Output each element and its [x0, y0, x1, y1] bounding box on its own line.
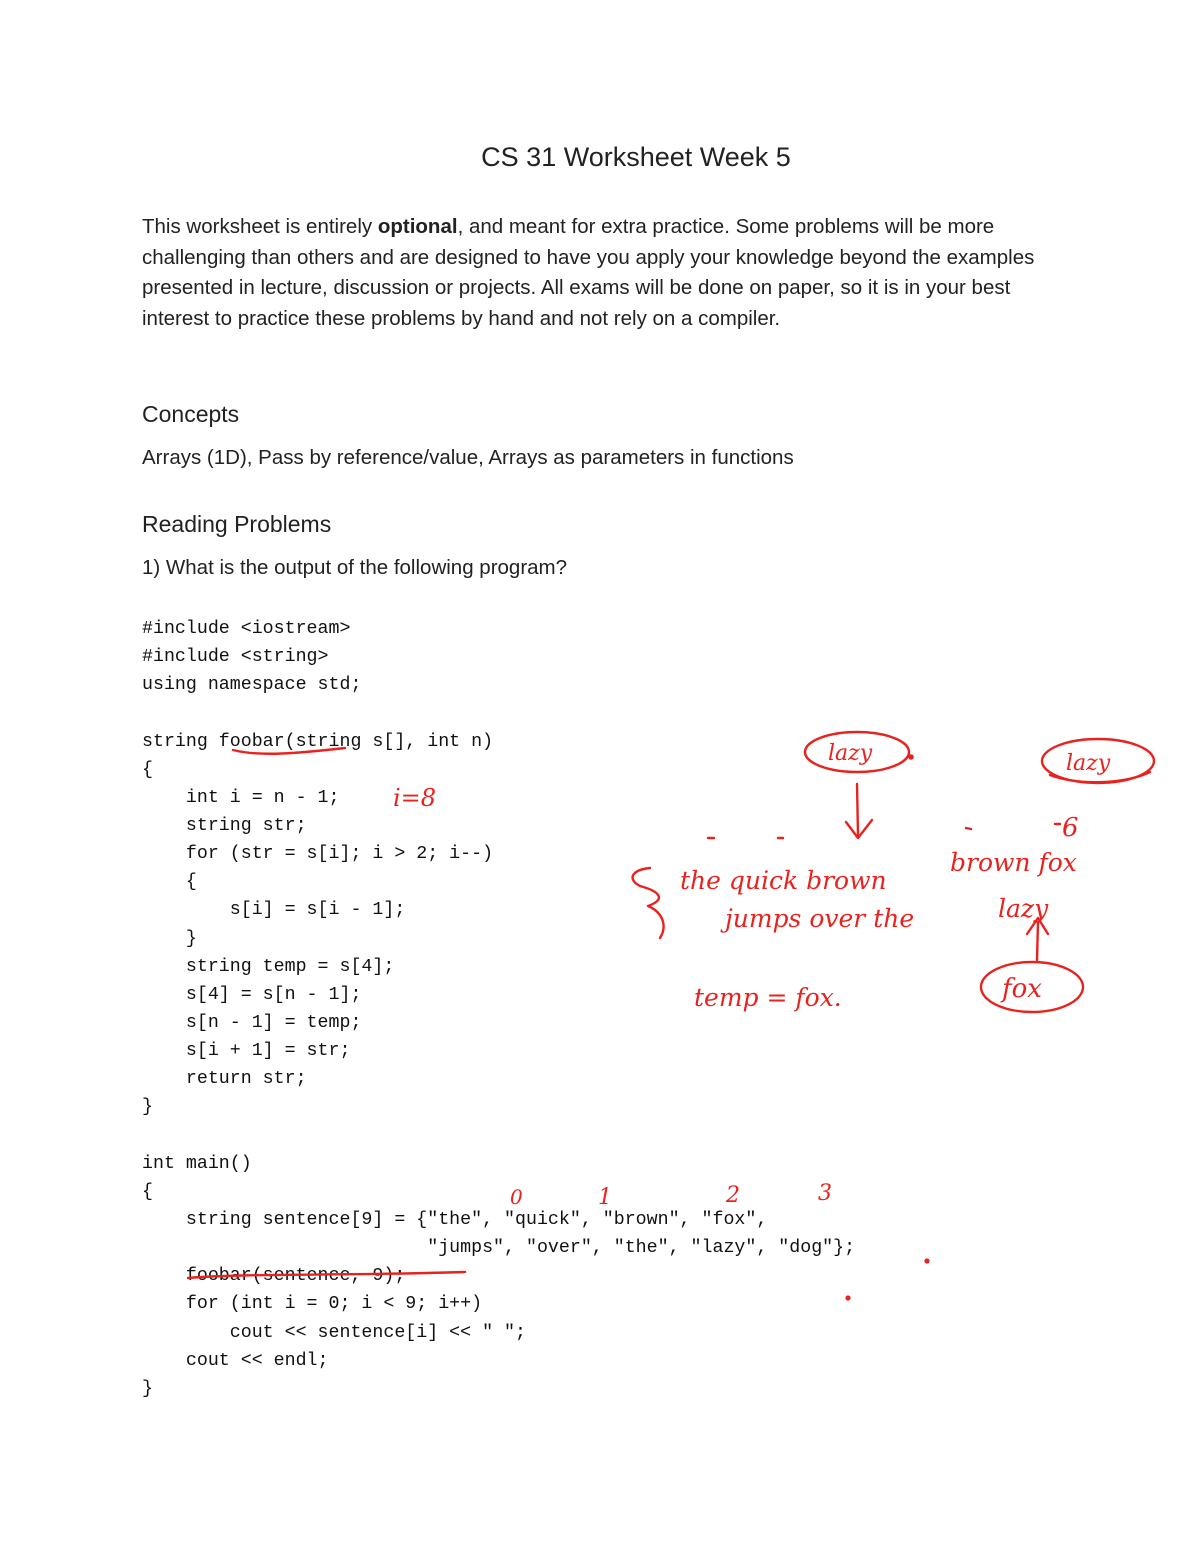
code-line: int main(): [142, 1153, 252, 1174]
hw-jumps-over-the: jumps over the: [725, 904, 915, 933]
reading-problems-heading: Reading Problems: [142, 511, 332, 537]
intro-bold-optional: optional: [377, 215, 458, 238]
arrow-up-shaft: [1037, 922, 1038, 960]
hw-lazy-right: lazy: [1066, 751, 1111, 776]
hw-lazy-left: lazy: [828, 741, 873, 766]
hw-index-0: 0: [510, 1185, 523, 1209]
hw-six: 6: [1062, 813, 1079, 843]
hw-index-3: 3: [818, 1181, 832, 1206]
code-line: s[n - 1] = temp;: [142, 1012, 362, 1033]
hw-index-1: 1: [598, 1185, 612, 1210]
code-line: #include <iostream>: [142, 619, 351, 639]
arrow-up-head: [1027, 918, 1048, 934]
hw-lazy-below: lazy: [998, 894, 1049, 923]
intro-text-start: This worksheet is entirely: [142, 215, 378, 238]
intro-paragraph: [142, 212, 1072, 334]
hw-brown-fox: brown fox: [950, 848, 1077, 877]
hw-index-2: 2: [726, 1183, 740, 1208]
hw-i-eq-8: i=8: [393, 784, 437, 812]
code-line: for (int i = 0; i < 9; i++): [142, 1294, 483, 1315]
code-line: }: [142, 928, 197, 949]
question-1: 1) What is the output of the following program?: [142, 556, 568, 579]
code-line: }: [142, 1097, 153, 1118]
code-line: "jumps", "over", "the", "lazy", "dog"};: [142, 1238, 856, 1259]
code-line: for (str = s[i]; i > 2; i--): [142, 844, 494, 865]
code-line: [142, 699, 855, 727]
code-line: [142, 1122, 855, 1150]
page-title: CS 31 Worksheet Week 5: [481, 142, 791, 172]
code-line: }: [142, 1378, 153, 1399]
code-line: string str;: [142, 815, 307, 836]
code-line: cout << endl;: [142, 1350, 329, 1371]
code-line: {: [142, 1181, 153, 1202]
code-line: using namespace std;: [142, 675, 362, 696]
circle-fox-shape: [981, 962, 1083, 1012]
code-line: {: [142, 872, 197, 893]
code-line: cout << sentence[i] << " ";: [142, 1322, 526, 1343]
code-line: string temp = s[4];: [142, 956, 395, 977]
code-line: string sentence[9] = {"the", "quick", "brown", "fox",: [142, 1209, 768, 1230]
code-line: s[i + 1] = str;: [142, 1041, 351, 1062]
concepts-text: Arrays (1D), Pass by reference/value, Arrays as parameters in functions: [142, 446, 794, 469]
code-line: {: [142, 759, 153, 780]
code-line: foobar(sentence, 9);: [142, 1266, 406, 1287]
arrow-down-shaft: [857, 784, 858, 835]
hw-the-quick-brown: the quick brown: [680, 866, 887, 895]
code-line: s[4] = s[n - 1];: [142, 984, 362, 1005]
concepts-heading: Concepts: [142, 401, 240, 427]
code-line: #include <string>: [142, 647, 329, 668]
hw-fox: fox: [1002, 974, 1042, 1004]
hw-temp-fox: temp = fox.: [694, 983, 842, 1012]
code-line: return str;: [142, 1069, 307, 1090]
code-line: string foobar(string s[], int n): [142, 731, 494, 752]
circle-lazy-right-shape: [1042, 739, 1154, 783]
code-block: [142, 615, 855, 1403]
intro-text-rest: , and meant for extra practice. Some problems will be more challenging than others and are designed to have you apply your knowledge beyond the examples presented in lecture, discussion or projects. All exams will be done on paper, so it is in your best interest to practice these problems by hand and not rely on a compiler.: [142, 215, 1035, 330]
code-line: s[i] = s[i - 1];: [142, 900, 406, 921]
code-line: int i = n - 1;: [142, 787, 340, 808]
